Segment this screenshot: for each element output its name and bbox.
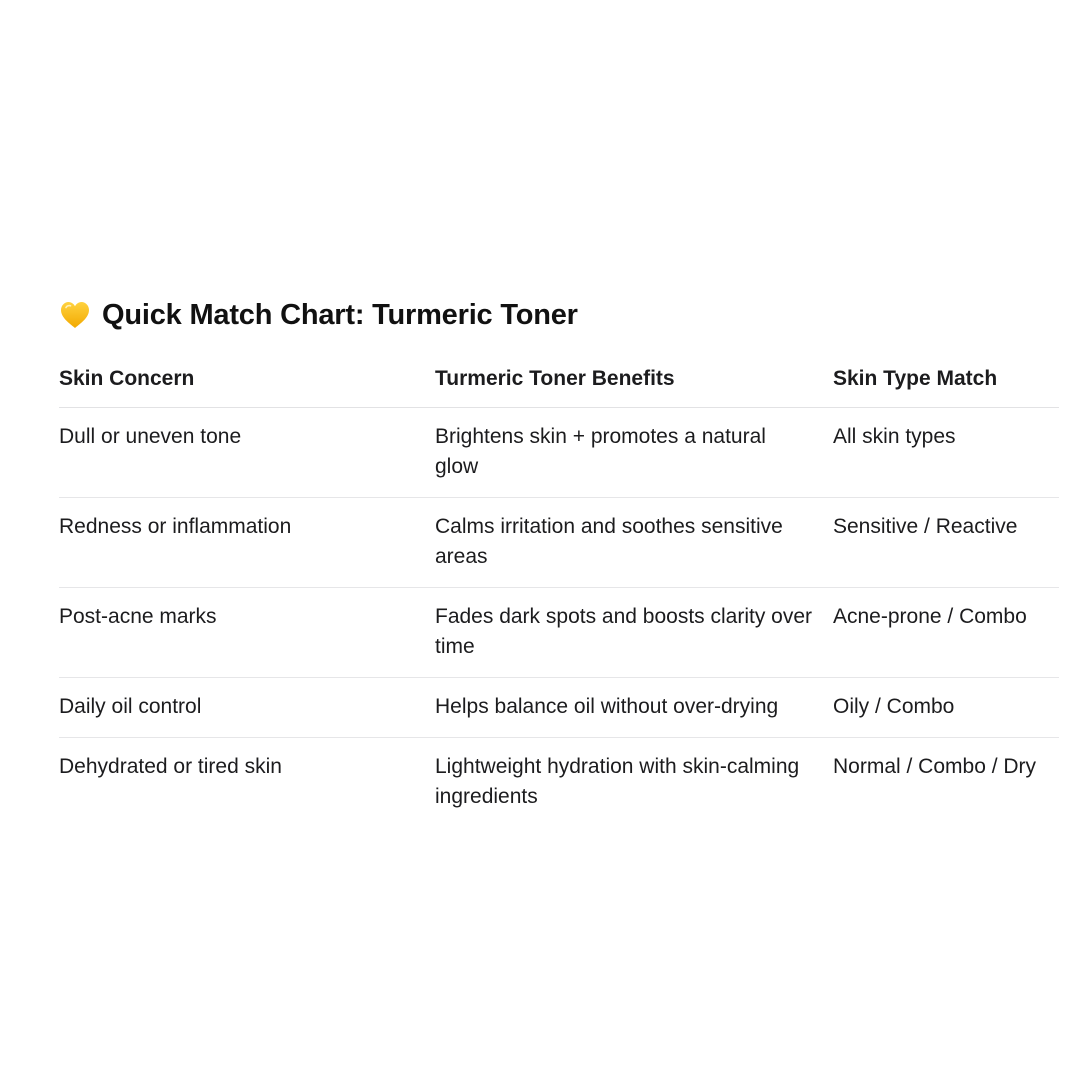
table-row — [59, 498, 1059, 588]
cell-skin-concern: Dehydrated or tired skin — [59, 755, 282, 778]
cell-skin-concern: Post-acne marks — [59, 588, 435, 678]
table-row — [59, 678, 1059, 738]
column-header-benefits: Turmeric Toner Benefits — [435, 364, 833, 408]
match-table — [59, 364, 1059, 827]
table-header-row — [59, 364, 1059, 408]
cell-benefits: Calms irritation and soothes sensitive areas — [435, 498, 833, 588]
cell-benefits: Helps balance oil without over-drying — [435, 678, 833, 738]
table-row — [59, 588, 1059, 678]
cell-skin-concern: Dull or uneven tone — [59, 408, 435, 498]
cell-benefits: Lightweight hydration with skin-calming ingredients — [435, 755, 800, 808]
table-row — [59, 738, 1059, 828]
cell-skin-type-match: Sensitive / Reactive — [833, 498, 1059, 588]
title-row — [59, 296, 1059, 334]
page-title: Quick Match Chart: Turmeric Toner — [102, 298, 578, 331]
document — [59, 296, 1059, 827]
cell-skin-type-match: All skin types — [833, 408, 1059, 498]
cell-benefits: Brightens skin + promotes a natural glow — [435, 408, 833, 498]
cell-skin-type-match: Normal / Combo / Dry — [833, 755, 1037, 778]
table-row — [59, 408, 1059, 498]
cell-skin-type-match: Acne-prone / Combo — [833, 588, 1059, 678]
column-header-skin-concern: Skin Concern — [59, 364, 435, 408]
cell-skin-concern: Redness or inflammation — [59, 498, 435, 588]
cell-skin-concern: Daily oil control — [59, 678, 435, 738]
cell-skin-type-match: Oily / Combo — [833, 678, 1059, 738]
cell-benefits: Fades dark spots and boosts clarity over time — [435, 588, 833, 678]
column-header-skin-type-match: Skin Type Match — [833, 364, 1059, 408]
yellow-heart-icon — [59, 299, 91, 331]
